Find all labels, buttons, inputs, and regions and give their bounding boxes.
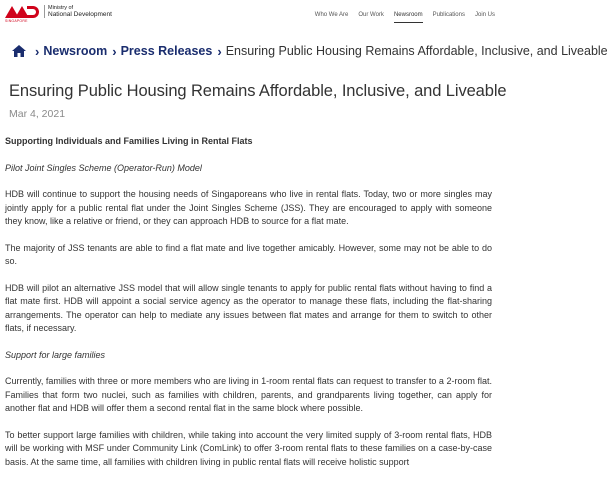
- paragraph: Currently, families with three or more members who are living in 1-room rental flats can request to transfer to a 2-room flat. Families that form two nuclei, such as families with children, parents, and grandparents living together, can apply for another flat and HDB will offer them a second rental flat in the same block where possible.: [5, 376, 492, 413]
- main-nav: [310, 12, 500, 23]
- breadcrumb: [12, 42, 608, 60]
- logo-line-2: National Development: [48, 10, 112, 18]
- nav-who-we-are[interactable]: Who We Are: [314, 12, 349, 18]
- logo-text: [44, 5, 112, 18]
- logo-line-1: Ministry of: [48, 5, 74, 11]
- article-body: [5, 135, 492, 482]
- subheading-jss: Pilot Joint Singles Scheme (Operator-Run) Model: [5, 162, 202, 173]
- paragraph: To better support large families with children, while taking into account the very limited supply of 3-room rental flats, HDB will be working with MSF under Community Link (ComLink) to offer 3-room rental flats to these families on a case-by-case basis. At the same time, all families with children living in public rental flats will receive holistic support: [5, 429, 492, 467]
- chevron-right-icon: ›: [35, 43, 40, 59]
- breadcrumb-press-releases[interactable]: Press Releases: [120, 44, 213, 58]
- article-date: Mar 4, 2021: [9, 108, 66, 120]
- nav-newsroom[interactable]: Newsroom: [394, 12, 423, 23]
- paragraph: The majority of JSS tenants are able to find a flat mate and live together amicably. However, some may not be able to do so.: [5, 242, 492, 266]
- mnd-logo-mark: [5, 5, 41, 21]
- section-heading: Supporting Individuals and Families Living in Rental Flats: [5, 136, 253, 146]
- page-title: Ensuring Public Housing Remains Affordable, Inclusive, and Liveable: [9, 82, 507, 100]
- home-icon[interactable]: [12, 45, 26, 57]
- nav-publications[interactable]: Publications: [432, 12, 465, 18]
- nav-join-us[interactable]: Join Us: [474, 12, 495, 18]
- nav-our-work[interactable]: Our Work: [358, 12, 384, 18]
- breadcrumb-newsroom[interactable]: Newsroom: [43, 44, 108, 58]
- paragraph: HDB will pilot an alternative JSS model that will allow single tenants to apply for public rental flats without having to find a flat mate first. HDB will appoint a social service agency as the operator to manage these flats, including the flat-sharing arrangements. The operator can help to mediate any issues between flat mates and arrange for them to switch to other flats, if necessary.: [5, 282, 492, 333]
- subheading-large-families: Support for large families: [5, 349, 106, 360]
- logo-tagline: SINGAPORE: [5, 19, 28, 23]
- paragraph: HDB will continue to support the housing needs of Singaporeans who live in rental flats. Today, two or more singles may jointly apply for a public rental flat under the Joint Singles Scheme (JSS). They are encouraged to apply with someone they know, like a relative or friend, or they can approach HDB to source for a flat mate.: [5, 189, 492, 226]
- breadcrumb-current: Ensuring Public Housing Remains Affordable, Inclusive, and Liveable: [225, 44, 608, 58]
- mnd-logo[interactable]: [5, 5, 112, 25]
- site-header: [0, 0, 500, 30]
- chevron-right-icon: ›: [217, 43, 222, 59]
- chevron-right-icon: ›: [112, 43, 117, 59]
